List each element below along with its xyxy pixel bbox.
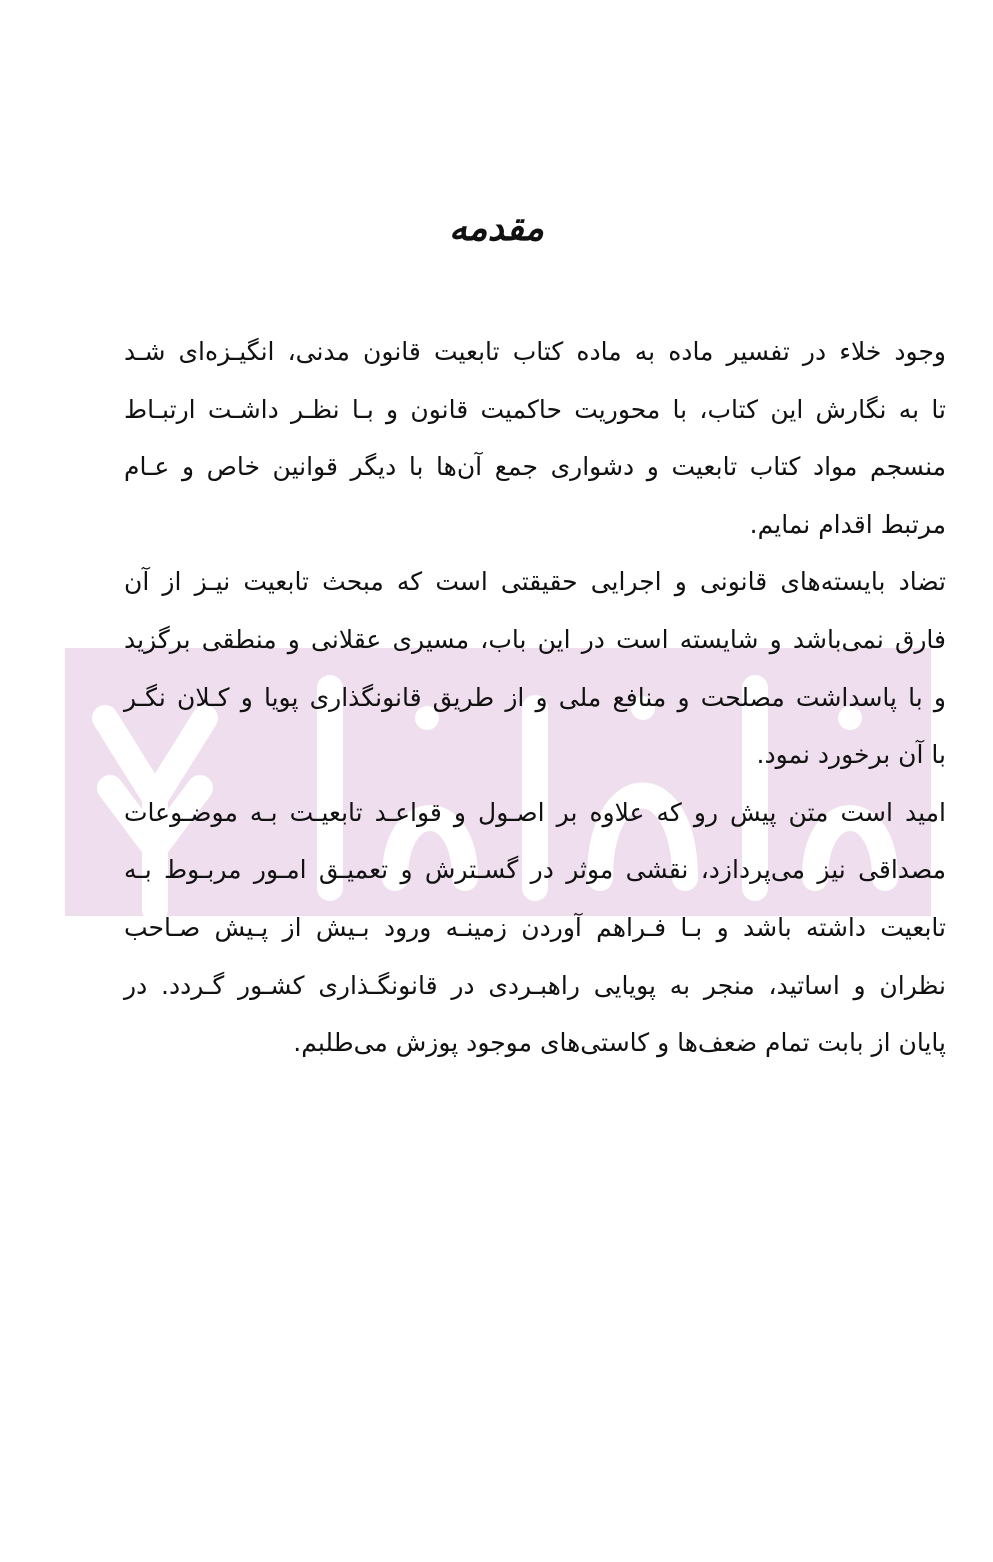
text-line: تضاد بایسته‌های قانونی و اجرایی حقیقتی است که مبحث تابعیت نیـز از آن xyxy=(124,567,946,597)
text-line: فارق نمی‌باشد و شایسته است در این باب، مسیری عقلانی و منطقی برگزید xyxy=(124,624,946,654)
text-line: و با پاسداشت مصلحت و منافع ملی و از طریق قانونگذاری پویا و کـلان نگـر xyxy=(124,682,946,712)
text-line: وجود خلاء در تفسیر ماده به ماده کتاب تابعیت قانون مدنی، انگیـزه‌ای شـد xyxy=(124,337,946,366)
text-line: تا به نگارش این کتاب، با محوریت حاکمیت قانون و بـا نظـر داشـت ارتبـاط xyxy=(124,394,946,424)
page-title: مقدمه xyxy=(449,207,544,249)
text-line: نظران و اساتید، منجر به پویایی راهبـردی در قانونگـذاری کشـور گـردد. در xyxy=(124,970,946,1000)
text-line: تابعیت داشته باشد و بـا فـراهم آوردن زمینـه ورود بـیش از پـیش صـاحب xyxy=(124,912,946,942)
body-text xyxy=(124,323,946,1072)
text-line: مرتبط اقدام نمایم. xyxy=(749,509,946,539)
text-line: امید است متن پیش رو که علاوه بر اصـول و قواعـد تابعیـت بـه موضـوعات xyxy=(124,797,946,827)
text-line: با آن برخورد نمود. xyxy=(756,740,946,770)
text-line: پایان از بابت تمام ضعف‌ها و کاستی‌های موجود پوزش می‌طلبم. xyxy=(293,1028,946,1058)
text-line: مصداقی نیز می‌پردازد، نقشی موثر در گسـترش و تعمیـق امـور مربـوط بـه xyxy=(124,855,946,885)
text-line: منسجم مواد کتاب تابعیت و دشواری جمع آن‌ها با دیگر قوانین خاص و عـام xyxy=(124,452,946,482)
